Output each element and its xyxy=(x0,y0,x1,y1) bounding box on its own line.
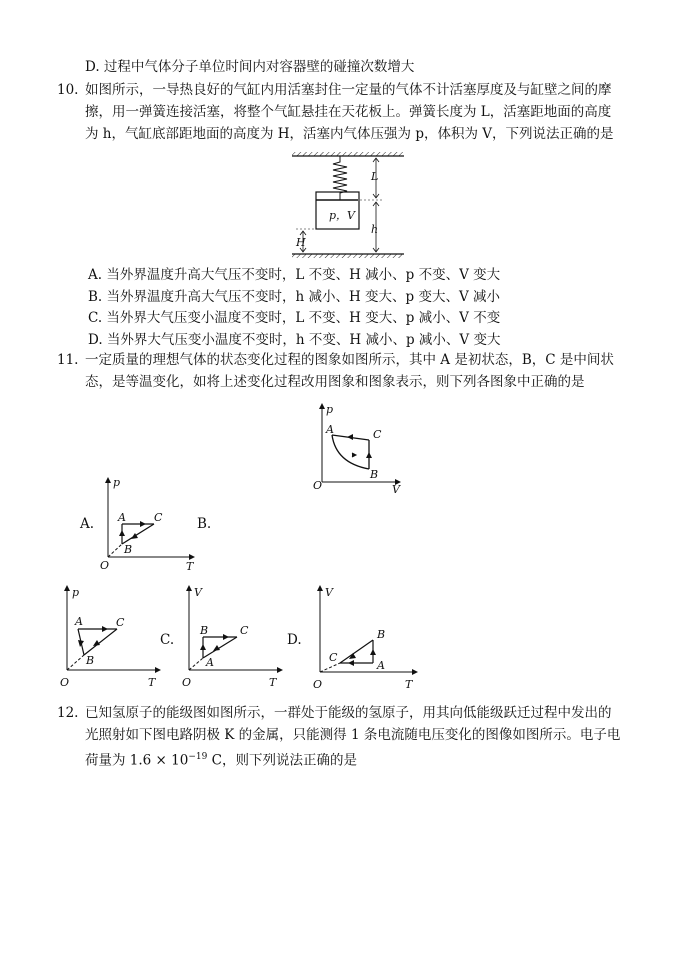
q11-label-c: C. xyxy=(160,632,175,648)
q10-stem-line1: 如图所示，一导热良好的气缸内用活塞封住一定量的气体不计活塞厚度及与缸壁之间的摩 xyxy=(85,82,612,98)
svg-text:T: T xyxy=(148,676,156,689)
svg-text:B: B xyxy=(370,468,379,481)
main-isotherm-AB xyxy=(332,435,369,469)
label-pV: p，V xyxy=(329,209,355,222)
svg-text:C: C xyxy=(373,428,382,441)
q11-stem-line1: 一定质量的理想气体的状态变化过程的图象如图所示，其中 A 是初状态，B，C 是中间状 xyxy=(85,352,614,368)
q9-option-d: D. 过程中气体分子单位时间内对容器壁的碰撞次数增大 xyxy=(85,59,415,75)
svg-text:B: B xyxy=(200,624,209,637)
svg-text:p: p xyxy=(113,476,121,489)
label-h: h xyxy=(371,223,379,236)
svg-text:C: C xyxy=(329,651,338,664)
q12-stem-line1: 已知氢原子的能级图如图所示，一群处于能级的氢原子，用其向低能级跃迁过程中发出的 xyxy=(85,705,612,721)
svg-text:A: A xyxy=(326,423,334,436)
svg-text:p: p xyxy=(326,403,334,416)
svg-text:B: B xyxy=(124,543,133,556)
svg-text:B: B xyxy=(377,628,386,641)
svg-text:V: V xyxy=(392,483,400,496)
main-pv-graph xyxy=(313,403,401,496)
svg-text:V: V xyxy=(194,586,202,599)
svg-text:A: A xyxy=(75,615,83,628)
q10-stem-line3: 为 h，气缸底部距地面的高度为 H，活塞内气体压强为 p，体积为 V，下列说法正确的是 xyxy=(85,126,614,142)
svg-text:T: T xyxy=(186,560,194,573)
svg-text:C: C xyxy=(240,624,249,637)
svg-text:O: O xyxy=(60,676,70,689)
svg-text:C: C xyxy=(116,616,125,629)
svg-text:O: O xyxy=(100,559,110,572)
svg-text:B: B xyxy=(86,654,95,667)
svg-text:V: V xyxy=(325,586,333,599)
svg-text:A: A xyxy=(206,656,214,669)
q10-option-d: D. 当外界大气压变小温度不变时，h 不变、H 减小、p 减小、V 变大 xyxy=(88,332,501,348)
q12-stem-line3: 荷量为 $1.6 \times 10^{-19}$ C，则下列说法正确的是 xyxy=(85,752,357,769)
svg-text:C: C xyxy=(154,511,163,524)
svg-text:A: A xyxy=(118,511,126,524)
svg-text:A: A xyxy=(377,659,385,672)
q11-label-a: A. xyxy=(80,516,95,532)
label-H: H xyxy=(296,236,306,249)
svg-text:O: O xyxy=(313,678,323,691)
q11-label-d: D. xyxy=(287,632,302,648)
graph-option-a xyxy=(100,476,195,573)
q10-option-b: B. 当外界温度升高大气压不变时，h 减小、H 变大、p 变大、V 减小 xyxy=(88,289,501,305)
q11-stem-line2: 态，是等温变化，如将上述变化过程改用图象和图象表示，则下列各图象中正确的是 xyxy=(85,374,585,390)
q12-number: 12. xyxy=(57,705,79,721)
q11-label-b: B. xyxy=(197,516,212,532)
svg-text:T: T xyxy=(269,676,277,689)
svg-text:T: T xyxy=(405,678,413,691)
q11-number: 11. xyxy=(57,352,79,368)
q12-stem-line2: 光照射如下图电路阴极 K 的金属，只能测得 1 条电流随电压变化的图像如图所示。电子电 xyxy=(85,727,621,743)
graph-option-c xyxy=(182,586,280,689)
svg-text:O: O xyxy=(182,676,192,689)
label-L: L xyxy=(371,170,379,183)
q10-number: 10. xyxy=(57,82,79,98)
q10-option-c: C. 当外界大气压变小温度不变时，L 不变、H 变大、p 减小、V 不变 xyxy=(88,310,501,326)
q10-stem-line2: 擦，用一弹簧连接活塞，将整个气缸悬挂在天花板上。弹簧长度为 L，活塞距地面的高度 xyxy=(85,104,612,120)
svg-text:p: p xyxy=(72,586,80,599)
graph-option-b xyxy=(60,586,158,689)
svg-text:O: O xyxy=(313,479,323,492)
graph-option-d xyxy=(313,586,415,691)
q10-option-a: A. 当外界温度升高大气压不变时，L 不变、H 减小、p 不变、V 变大 xyxy=(88,267,501,283)
